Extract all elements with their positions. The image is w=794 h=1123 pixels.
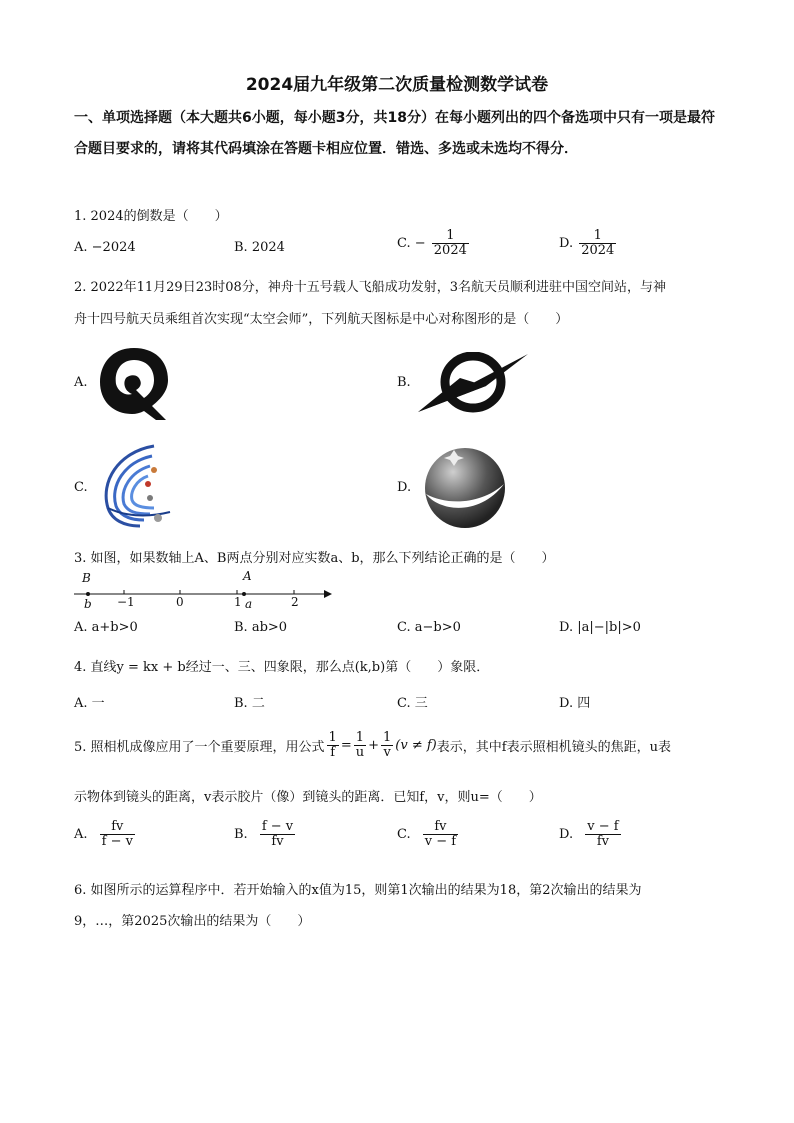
tick-label-2: 2 <box>291 595 299 609</box>
q3-option-c: C. a−b>0 <box>397 620 461 635</box>
q3-option-d: D. |a|−|b|>0 <box>559 620 641 635</box>
q4-option-d: D. 四 <box>559 696 591 711</box>
question-3-stem: 3. 如图，如果数轴上A、B两点分别对应实数a、b，那么下列结论正确的是（ ） <box>74 551 555 566</box>
q5-option-b: B. $\frac{f - v}{fv}$ <box>234 819 294 849</box>
value-a-label: a <box>245 597 253 611</box>
tick-label-minus-1: −1 <box>117 595 135 609</box>
point-a-label: A <box>243 569 252 583</box>
question-5-line-2: 示物体到镜头的距离，v表示胶片（像）到镜头的距离．已知f，v，则u=（ ） <box>74 790 542 805</box>
q1-option-a: A. −2024 <box>74 240 136 255</box>
q2-option-a: A. <box>74 375 88 390</box>
q2-option-c: C. <box>74 480 88 495</box>
question-6-line-1: 6. 如图所示的运算程序中．若开始输入的x值为15，则第1次输出的结果为18，第2次输出的结果为 <box>74 883 642 898</box>
q5-option-d: D. $\frac{v - f}{fv}$ <box>559 819 619 849</box>
question-5-line-1: 5. 照相机成像应用了一个重要原理，用公式 $\frac{1}{f}$ = $\frac{1}{u}$ + $\frac{1}{v}$ (v ≠ f)表示，其中f表示照相机镜头的焦距，u表 <box>74 730 671 760</box>
point-b-label: B <box>82 571 91 585</box>
question-6-line-2: 9，…，第2025次输出的结果为（ ） <box>74 914 311 929</box>
q1-option-d: D. $\frac{1}{2024}$ <box>559 228 615 258</box>
section-heading: 一、单项选择题（本大题共6小题，每小题3分，共18分）在每小题列出的四个备选项中只有一项是最符合题目要求的，请将其代码填涂在答题卡相应位置．错选、多选或未选均不得分． <box>74 110 715 157</box>
q5-option-c: C. $\frac{fv}{v - f}$ <box>397 819 457 849</box>
question-1-stem: 1. 2024的倒数是（ ） <box>74 209 228 224</box>
tick-label-0: 0 <box>176 595 184 609</box>
question-2-line-1: 2. 2022年11月29日23时08分，神舟十五号载人飞船成功发射，3名航天员顺利进驻中国空间站，与神 <box>74 280 667 295</box>
q-logo-image <box>96 342 172 422</box>
question-2-line-2: 舟十四号航天员乘组首次实现“太空会师”，下列航天图标是中心对称图形的是（ ） <box>74 312 569 327</box>
question-4-stem: 4. 直线y = kx + b经过一、三、四象限，那么点(k,b)第（ ）象限． <box>74 660 490 675</box>
q5-option-a: A. $\frac{fv}{f - v}$ <box>74 819 133 849</box>
q1-option-b: B. 2024 <box>234 240 285 255</box>
tick-label-1: 1 <box>234 595 242 609</box>
q3-option-a: A. a+b>0 <box>74 620 138 635</box>
q2-option-b: B. <box>397 375 411 390</box>
q4-option-b: B. 二 <box>234 696 265 711</box>
value-b-label: b <box>84 597 92 611</box>
q1-option-c: C. − $\frac{1}{2024}$ <box>397 228 467 258</box>
q3-option-b: B. ab>0 <box>234 620 288 635</box>
sphere-logo-image <box>420 446 510 530</box>
arc-logo-image <box>94 442 180 530</box>
orbit-logo-image <box>416 352 531 414</box>
page-title: 2024届九年级第二次质量检测数学试卷 <box>245 75 549 95</box>
q2-option-d: D. <box>397 480 412 495</box>
q4-option-a: A. 一 <box>74 696 105 711</box>
q4-option-c: C. 三 <box>397 696 428 711</box>
